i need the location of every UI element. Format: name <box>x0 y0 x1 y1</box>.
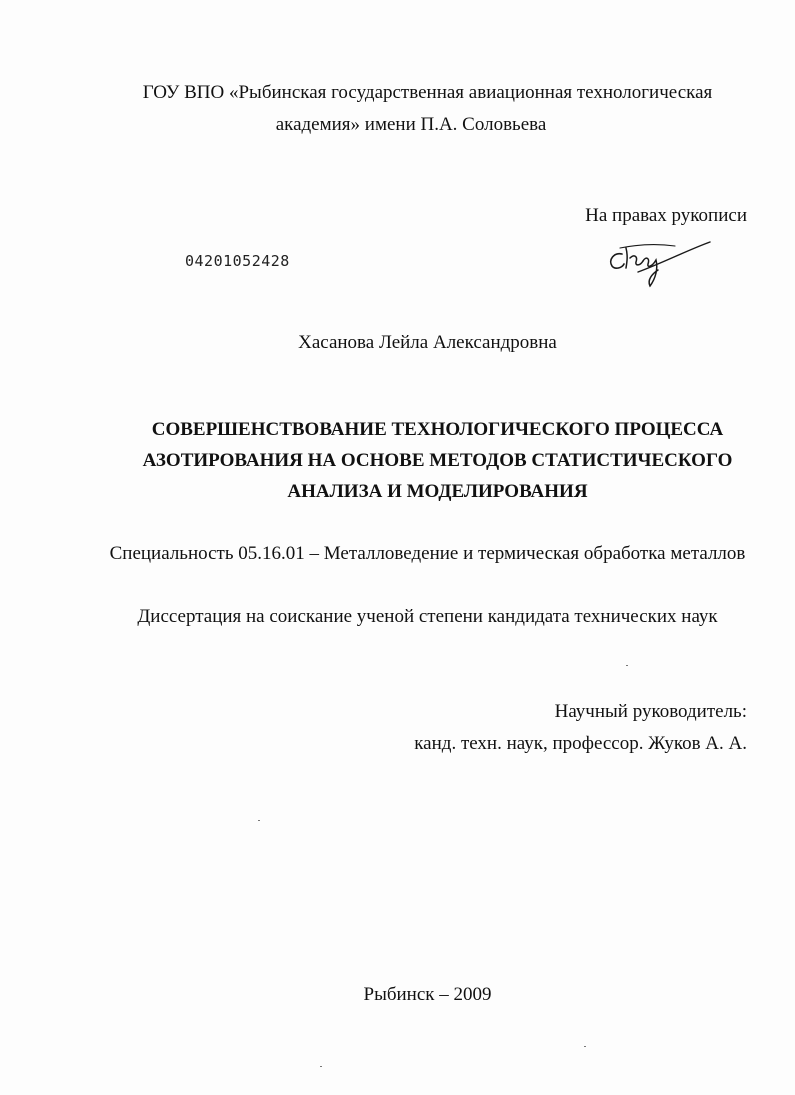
title-line-2: АЗОТИРОВАНИЯ НА ОСНОВЕ МЕТОДОВ СТАТИСТИЧЕСКОГО <box>142 450 733 471</box>
specialty-line: Специальность 05.16.01 – Металловедение и термическая обработка металлов <box>109 543 746 564</box>
city-year: Рыбинск – 2009 <box>363 984 492 1005</box>
manuscript-note: На правах рукописи <box>585 205 747 226</box>
title-line-1: СОВЕРШЕНСТВОВАНИЕ ТЕХНОЛОГИЧЕСКОГО ПРОЦЕССА <box>151 419 724 440</box>
supervisor-label: Научный руководитель: <box>554 701 747 722</box>
dissertation-title <box>0 414 795 507</box>
document-number: 04201052428 <box>185 252 290 270</box>
scan-speck <box>584 1046 586 1047</box>
degree-line: Диссертация на соискание ученой степени кандидата технических наук <box>137 606 718 627</box>
organization-line-2: академия» имени П.А. Соловьева <box>275 114 547 135</box>
scan-speck <box>320 1066 322 1067</box>
supervisor-name: канд. техн. наук, профессор. Жуков А. А. <box>414 733 747 754</box>
scan-speck <box>258 820 260 821</box>
handwritten-signature <box>600 230 720 290</box>
scan-speck <box>626 665 628 666</box>
title-line-3: АНАЛИЗА И МОДЕЛИРОВАНИЯ <box>287 481 588 502</box>
author-name: Хасанова Лейла Александровна <box>298 332 557 353</box>
organization-line-1: ГОУ ВПО «Рыбинская государственная авиационная технологическая <box>142 82 713 103</box>
